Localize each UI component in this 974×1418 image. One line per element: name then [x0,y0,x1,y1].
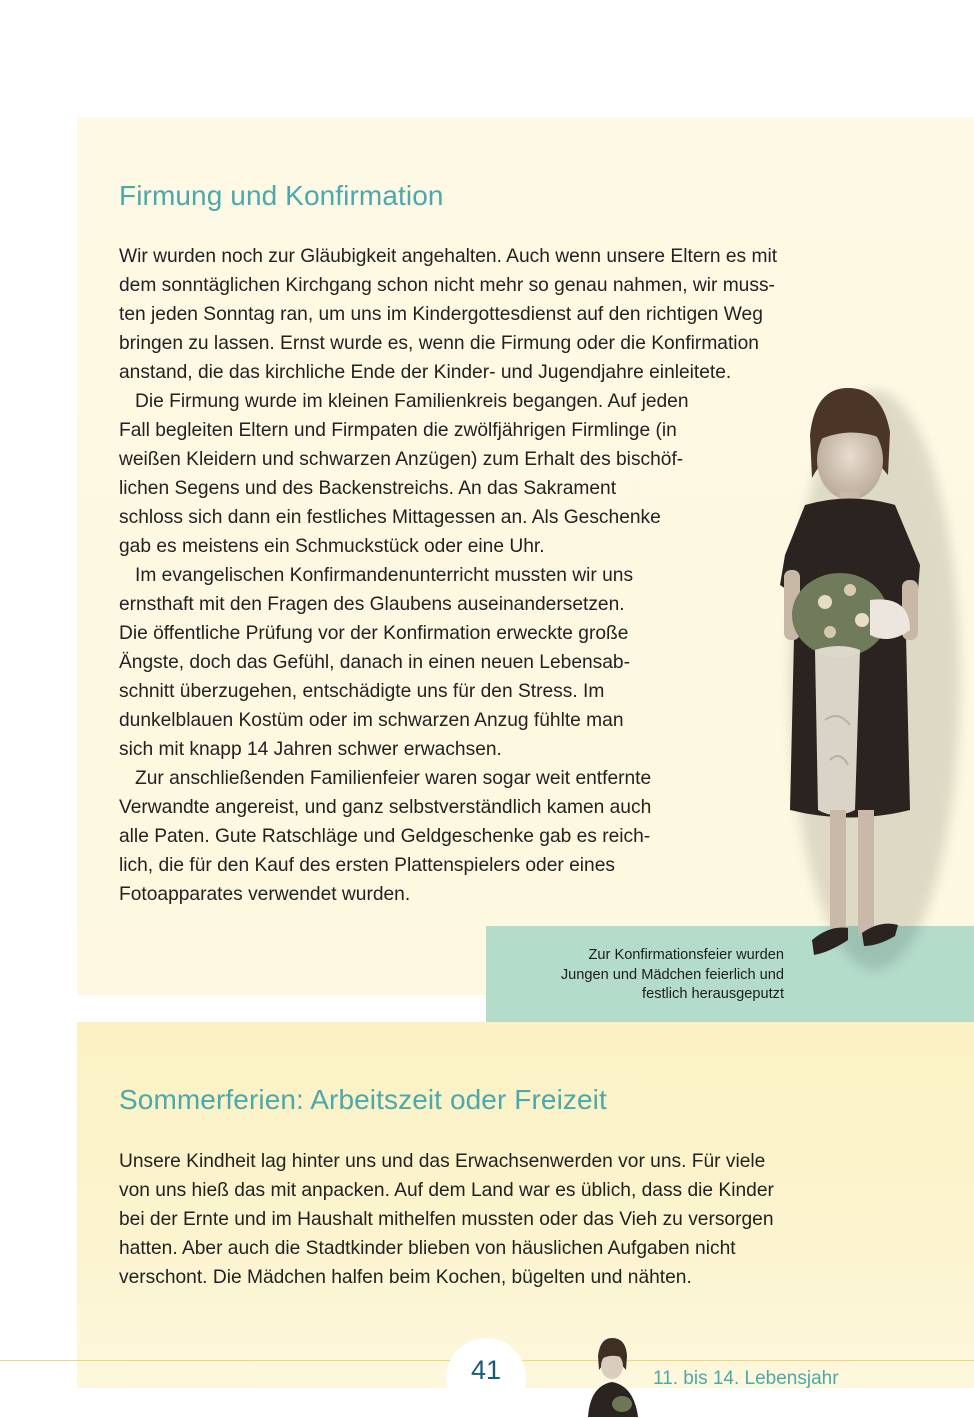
photo-caption [561,946,784,1005]
text-line: Wir wurden noch zur Gläubigkeit angehalten. Auch wenn unsere Eltern es mit [119,246,778,267]
text-line: Unsere Kindheit lag hinter uns und das Erwachsenwerden vor uns. Für viele [119,1151,766,1172]
text-line: weißen Kleidern und schwarzen Anzügen) zum Erhalt des bischöf- [119,449,684,470]
text-line: sich mit knapp 14 Jahren schwer erwachsen. [119,739,502,760]
text-line: bringen zu lassen. Ernst wurde es, wenn die Firmung oder die Konfirmation [119,333,759,354]
text-line: schnitt überzugehen, entschädigte uns für den Stress. Im [119,681,605,702]
text-line: Fotoapparates verwendet wurden. [119,884,411,905]
text-line: ten jeden Sonntag ran, um uns im Kindergottesdienst auf den richtigen Weg [119,304,763,325]
section-heading-sommerferien: Sommerferien: Arbeitszeit oder Freizeit [119,1084,607,1115]
section-heading-firmung: Firmung und Konfirmation [119,180,444,211]
text-line: Ängste, doch das Gefühl, danach in einen neuen Lebensab- [119,652,630,673]
text-line: Im evangelischen Konfirmandenunterricht mussten wir uns [135,565,634,586]
text-line: Fall begleiten Eltern und Firmpaten die zwölfjährigen Firmlinge (in [119,420,677,441]
text-line: Verwandte angereist, und ganz selbstverständlich kamen auch [119,797,652,818]
caption-line: Jungen und Mädchen feierlich und [560,966,784,983]
text-line: gab es meistens ein Schmuckstück oder eine Uhr. [119,536,545,557]
chapter-thumbnail-photo [582,1336,642,1417]
text-line: dunkelblauen Kostüm oder im schwarzen Anzug fühlte man [119,710,624,731]
text-line: dem sonntäglichen Kirchgang schon nicht mehr so genau nahmen, wir muss- [119,275,775,296]
chapter-label: 11. bis 14. Lebensjahr [653,1368,839,1389]
caption-line: Zur Konfirmationsfeier wurden [588,947,784,963]
text-line: von uns hieß das mit anpacken. Auf dem Land war es üblich, dass die Kinder [119,1180,774,1201]
text-line: anstand, die das kirchliche Ende der Kinder- und Jugendjahre einleitete. [119,362,732,383]
text-line: Zur anschließenden Familienfeier waren sogar weit entfernte [135,768,652,789]
text-line: schloss sich dann ein festliches Mittagessen an. Als Geschenke [119,507,661,528]
text-line: verschont. Die Mädchen halfen beim Kochen, bügelten und nähten. [119,1267,692,1288]
page-number: 41 [470,1355,502,1385]
text-line: ernsthaft mit den Fragen des Glaubens auseinandersetzen. [119,594,625,615]
caption-line: festlich herausgeputzt [642,986,784,1002]
confirmation-girl-photo [770,380,970,980]
text-line: lichen Segens und des Backenstreichs. An das Sakrament [119,478,617,499]
text-line: Die Firmung wurde im kleinen Familienkreis begangen. Auf jeden [135,391,689,412]
text-line: alle Paten. Gute Ratschläge und Geldgeschenke gab es reich- [119,826,651,847]
section-body-sommerferien [119,1147,774,1292]
text-line: hatten. Aber auch die Stadtkinder blieben von häuslichen Aufgaben nicht [119,1238,736,1259]
text-line: bei der Ernte und im Haushalt mithelfen mussten oder das Vieh zu versorgen [119,1209,774,1230]
text-line: Die öffentliche Prüfung vor der Konfirmation erweckte große [119,623,629,644]
text-line: lich, die für den Kauf des ersten Plattenspielers oder eines [119,855,615,876]
section-body-firmung [119,242,777,909]
